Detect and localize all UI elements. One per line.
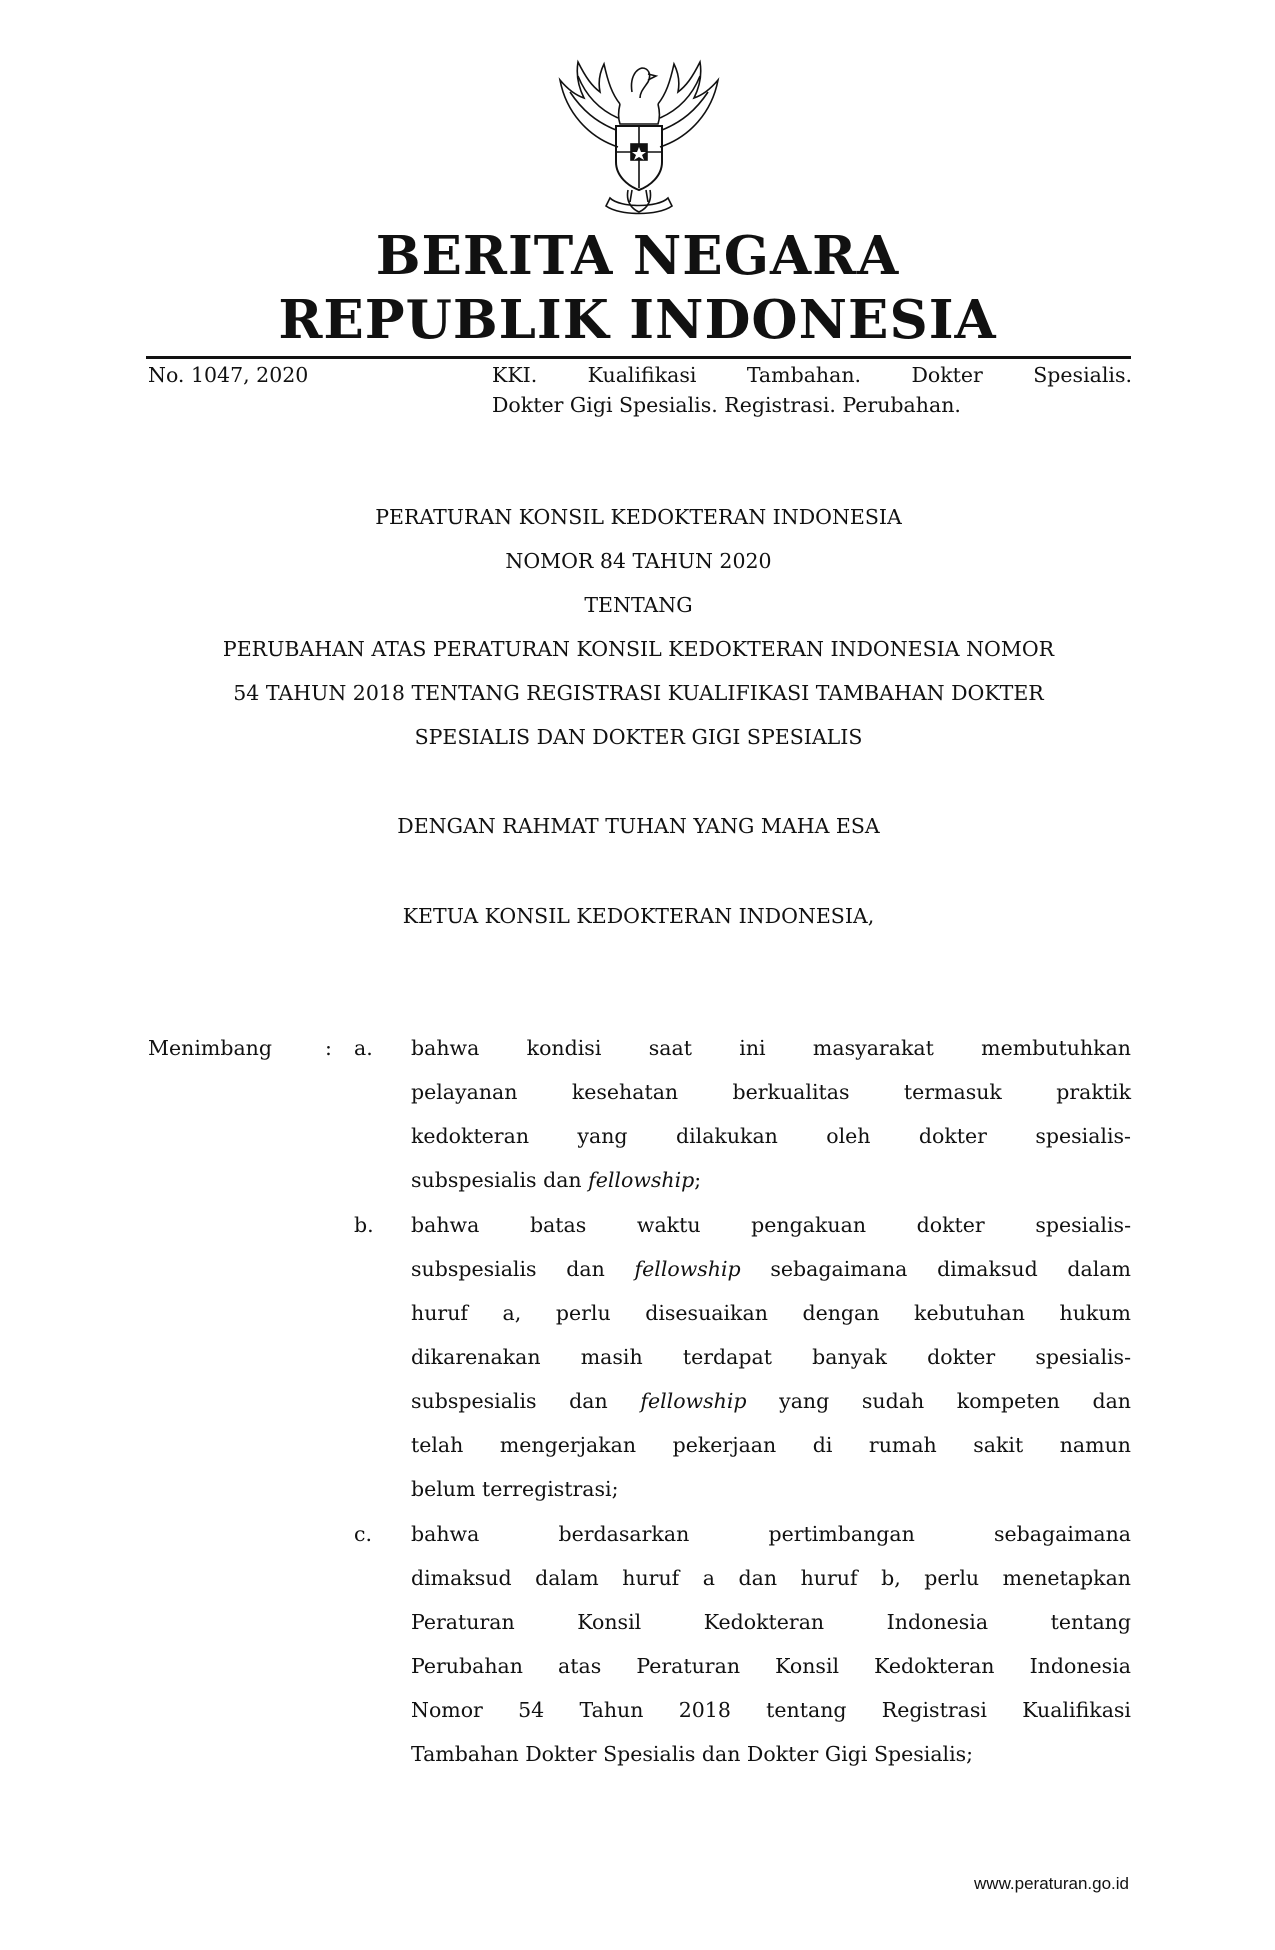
authority-line: KETUA KONSIL KEDOKTERAN INDONESIA,	[402, 904, 875, 928]
item-a-line4-text: subspesialis dan	[411, 1168, 589, 1192]
item-c-line3: Peraturan Konsil Kedokteran Indonesia tentang	[411, 1610, 1131, 1634]
item-c-line6: Tambahan Dokter Spesialis dan Dokter Gigi Spesialis;	[411, 1742, 974, 1766]
item-b-line4: dikarenakan masih terdapat banyak dokter spesialis-	[411, 1345, 1131, 1369]
regulation-subject-line2: 54 TAHUN 2018 TENTANG REGISTRASI KUALIFIKASI TAMBAHAN DOKTER	[233, 681, 1044, 705]
item-c-line2: dimaksud dalam huruf a dan huruf b, perlu menetapkan	[411, 1566, 1131, 1590]
regulation-subject-line3: SPESIALIS DAN DOKTER GIGI SPESIALIS	[414, 725, 863, 749]
item-b-line6: telah mengerjakan pekerjaan di rumah sakit namun	[411, 1433, 1131, 1457]
item-b-line5-end: yang sudah kompeten dan	[746, 1389, 1132, 1413]
menimbang-label: Menimbang	[148, 1036, 272, 1060]
gazette-subject-line1: KKI. Kualifikasi Tambahan. Dokter Spesialis.	[492, 363, 1132, 387]
item-a-line1: bahwa kondisi saat ini masyarakat membutuhkan	[411, 1036, 1131, 1060]
item-b-line5	[411, 1379, 1131, 1423]
masthead-title-line2: REPUBLIK INDONESIA	[278, 289, 997, 351]
gazette-subject	[492, 360, 1132, 420]
regulation-title-block	[146, 505, 1131, 845]
item-a-line2: pelayanan kesehatan berkualitas termasuk praktik	[411, 1080, 1131, 1104]
item-a-line4-end: ;	[694, 1168, 702, 1192]
item-b-line7: belum terregistrasi;	[411, 1477, 619, 1501]
blessing-line: DENGAN RAHMAT TUHAN YANG MAHA ESA	[397, 814, 880, 838]
item-c-line5: Nomor 54 Tahun 2018 tentang Registrasi Kualifikasi	[411, 1698, 1131, 1722]
regulation-title-line1: PERATURAN KONSIL KEDOKTERAN INDONESIA	[375, 505, 902, 529]
masthead-divider	[146, 356, 1131, 359]
regulation-tentang: TENTANG	[584, 593, 693, 617]
item-c-line4: Perubahan atas Peraturan Konsil Kedokteran Indonesia	[411, 1654, 1131, 1678]
masthead-title-line1: BERITA NEGARA	[375, 225, 900, 287]
item-c-line1: bahwa berdasarkan pertimbangan sebagaimana	[411, 1522, 1131, 1546]
item-a-text	[411, 1026, 1131, 1202]
regulation-number: NOMOR 84 TAHUN 2020	[505, 549, 772, 573]
item-b-line2-italic: fellowship	[634, 1257, 741, 1281]
item-a-letter: a.	[354, 1036, 373, 1060]
item-a-line4	[411, 1158, 1131, 1202]
item-b-line2	[411, 1247, 1131, 1291]
item-a-line4-italic: fellowship	[588, 1168, 695, 1192]
item-b-line5-italic: fellowship	[640, 1389, 747, 1413]
gazette-number: No. 1047, 2020	[148, 363, 309, 387]
item-b-text	[411, 1203, 1131, 1511]
item-b-line1: bahwa batas waktu pengakuan dokter spesialis-	[411, 1213, 1131, 1237]
item-b-line2-end: sebagaimana dimaksud dalam	[740, 1257, 1131, 1281]
menimbang-colon: :	[325, 1036, 332, 1060]
item-c-letter: c.	[354, 1522, 372, 1546]
item-b-line5-text: subspesialis dan	[411, 1389, 641, 1413]
item-b-line3: huruf a, perlu disesuaikan dengan kebutuhan hukum	[411, 1301, 1131, 1325]
item-c-text	[411, 1512, 1131, 1776]
item-b-letter: b.	[354, 1213, 374, 1237]
item-a-line3: kedokteran yang dilakukan oleh dokter spesialis-	[411, 1124, 1131, 1148]
footer-url[interactable]: www.peraturan.go.id	[974, 1874, 1129, 1893]
regulation-subject-line1: PERUBAHAN ATAS PERATURAN KONSIL KEDOKTERAN INDONESIA NOMOR	[222, 637, 1055, 661]
gazette-subject-line2: Dokter Gigi Spesialis. Registrasi. Perubahan.	[492, 393, 961, 417]
garuda-emblem	[548, 52, 730, 224]
item-b-line2-text: subspesialis dan	[411, 1257, 635, 1281]
